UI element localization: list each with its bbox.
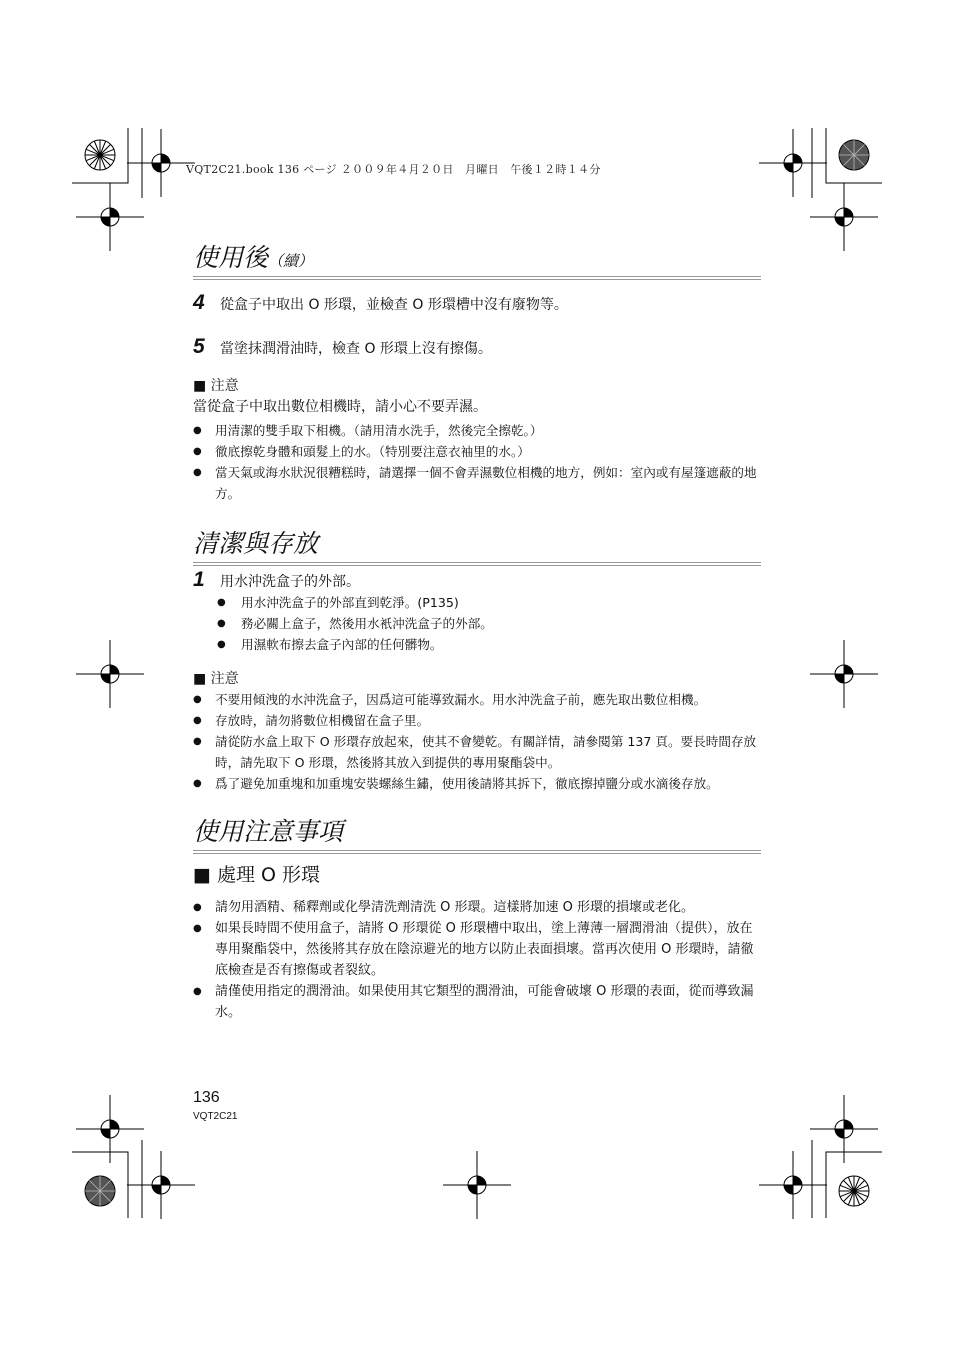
step-5 — [193, 335, 761, 359]
note-list — [193, 420, 761, 504]
o-ring-list — [193, 897, 761, 1023]
o-ring-heading: ■ 處理 O 形環 — [193, 864, 321, 886]
note-lead: 當從盒子中取出數位相機時，請小心不要弄濕。 — [193, 399, 487, 415]
list-item: ● 不要用傾洩的水沖洗盒子，因爲這可能導致漏水。用水沖洗盒子前，應先取出數位相機。 — [193, 689, 761, 710]
print-header-line: VQT2C21.book 136 ページ ２００９年４月２０日 月曜日 午後１２時１４分 — [186, 163, 601, 176]
list-item: ● 當天氣或海水狀況很糟糕時，請選擇一個不會弄濕數位相機的地方，例如：室內或有屋篷遮蔽的地方。 — [193, 462, 761, 504]
section-title-text: 使用注意事項 — [193, 817, 344, 846]
step-1 — [193, 568, 761, 592]
list-item: ● 請從防水盒上取下 O 形環存放起來，使其不會變乾。有關詳情，請參閱第 137 頁。要長時間存放時，請先取下 O 形環，然後將其放入到提供的專用聚酯袋中。 — [193, 731, 761, 773]
note-heading: ■ 注意 — [193, 671, 239, 687]
list-item: ● 存放時，請勿將數位相機留在盒子里。 — [193, 710, 761, 731]
note-list — [193, 689, 761, 794]
list-item: ● 用水沖洗盒子的外部直到乾淨。(P135) — [217, 592, 761, 613]
list-item: ● 爲了避免加重塊和加重塊安裝螺絲生鏽，使用後請將其拆下，徹底擦掉鹽分或水滴後存放。 — [193, 773, 761, 794]
model-code: VQT2C21 — [193, 1111, 238, 1122]
page-number: 136 — [193, 1089, 220, 1106]
list-item: ● 用清潔的雙手取下相機。（請用清水洗手，然後完全擦乾。） — [193, 420, 761, 441]
note-heading: ■ 注意 — [193, 378, 239, 394]
list-item: ● 請勿用酒精、稀釋劑或化學清洗劑清洗 O 形環。這樣將加速 O 形環的損壞或老化。 — [193, 897, 761, 918]
section-title-cleaning-storage — [193, 526, 761, 566]
list-item: ● 用濕軟布擦去盒子內部的任何髒物。 — [217, 634, 761, 655]
list-item: ● 請僅使用指定的潤滑油。如果使用其它類型的潤滑油，可能會破壞 O 形環的表面，從而導致漏水。 — [193, 981, 761, 1023]
step-number: 4 — [193, 291, 205, 314]
section-title-after-use — [193, 240, 761, 280]
page-content — [193, 240, 761, 1023]
step-1-list — [217, 592, 761, 655]
section-title-text: 清潔與存放 — [193, 529, 319, 558]
section-title-suffix: （續） — [268, 252, 314, 270]
list-item: ● 如果長時間不使用盒子，請將 O 形環從 O 形環槽中取出，塗上薄薄一層潤滑油（提供），放在專用聚酯袋中，然後將其存放在陰涼避光的地方以防止表面損壞。當再次使用 O 形環時，請徹底檢查是否有擦傷或者裂紋。 — [193, 918, 761, 981]
step-text: 用水沖洗盒子的外部。 — [220, 574, 360, 590]
section-title-precautions — [193, 814, 761, 854]
list-item: ● 徹底擦乾身體和頭髮上的水。（特別要注意衣袖里的水。） — [193, 441, 761, 462]
step-text: 當塗抹潤滑油時，檢查 O 形環上沒有擦傷。 — [220, 341, 492, 357]
step-number: 5 — [193, 335, 205, 358]
step-text: 從盒子中取出 O 形環，並檢查 O 形環槽中沒有廢物等。 — [220, 297, 568, 313]
step-4 — [193, 291, 761, 315]
section-title-text: 使用後 — [193, 243, 269, 272]
step-number: 1 — [193, 568, 205, 591]
list-item: ● 務必關上盒子，然後用水衹沖洗盒子的外部。 — [217, 613, 761, 634]
